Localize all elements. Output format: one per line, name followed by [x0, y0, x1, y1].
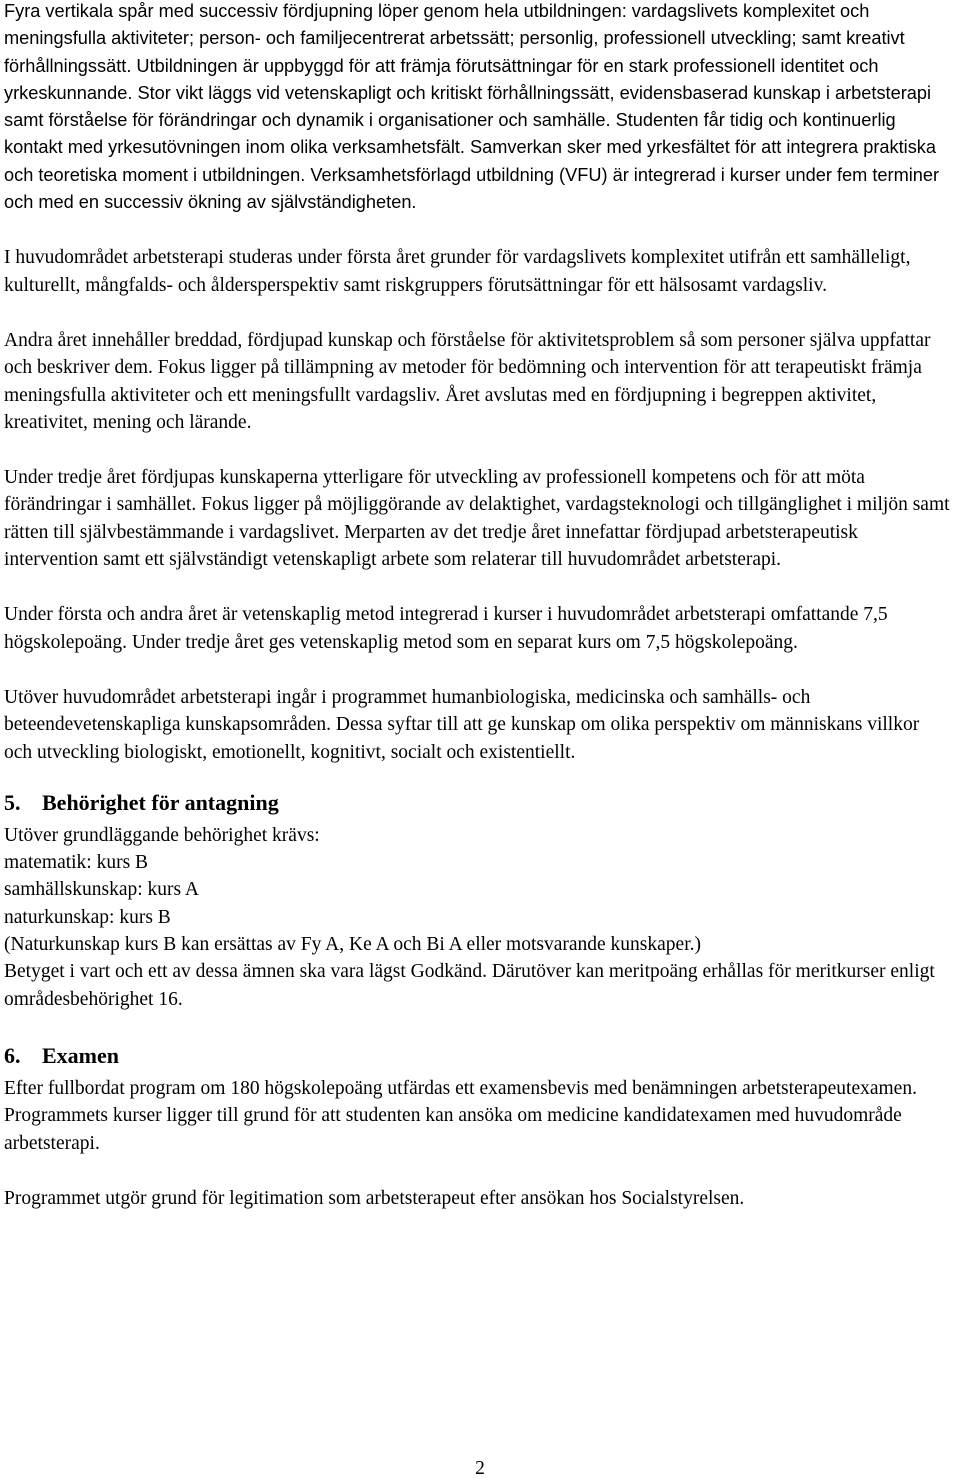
section-heading-degree	[4, 1041, 950, 1071]
other-subjects-paragraph: Utöver huvudområdet arbetsterapi ingår i programmet humanbiologiska, medicinska och samhälls- och beteendevetenskapliga kunskapsområden. Dessa syftar till att ge kunskap om olika perspektiv om människans villkor och utveckling biologiskt, emotionellt, kognitivt, socialt och existentiellt.	[4, 686, 920, 763]
section-title: Behörighet för antagning	[42, 789, 279, 815]
section-number: 6.	[4, 1042, 21, 1068]
requirement-line: matematik: kurs B	[4, 852, 149, 874]
scientific-method-paragraph: Under första och andra året är vetenskaplig metod integrerad i kurser i huvudområdet arbetsterapi omfattande 7,5 högskolepoäng. Under tredje året ges vetenskaplig metod som en separat kurs om 7,5 högskolepoäng.	[4, 604, 888, 653]
requirement-line: Utöver grundläggande behörighet krävs:	[4, 824, 320, 846]
legitimation-paragraph: Programmet utgör grund för legitimation som arbetsterapeut efter ansökan hos Socialstyrelsen.	[4, 1187, 745, 1209]
document-page	[4, 0, 950, 1240]
page-number: 2	[475, 1458, 485, 1479]
section-number: 5.	[4, 789, 21, 815]
requirement-line: (Naturkunskap kurs B kan ersättas av Fy A, Ke A och Bi A eller motsvarande kunskaper.)	[4, 934, 701, 956]
requirement-line: Betyget i vart och ett av dessa ämnen ska vara lägst Godkänd. Därutöver kan meritpoäng erhållas för meritkurser enligt områdesbehörighet 16.	[4, 961, 935, 1010]
section-heading-admission	[4, 788, 950, 818]
admission-requirements	[4, 822, 950, 1013]
third-year-paragraph: Under tredje året fördjupas kunskaperna ytterligare för utveckling av professionell kompetens och för att möta förändringar i samhället. Fokus ligger på möjliggörande av delaktighet, vardagsteknologi och tillgänglighet i miljön samt rätten till självbestämmande i vardagslivet. Merparten av det tredje året innefattar fördjupad arbetsterapeutisk intervention samt ett självständigt vetenskapligt arbete som relaterar till huvudområdet arbetsterapi.	[4, 467, 950, 571]
second-year-paragraph: Andra året innehåller breddad, fördjupad kunskap och förståelse för aktivitetsproblem så som personer själva uppfattar och beskriver dem. Fokus ligger på tillämpning av metoder för bedömning och intervention för att terapeutiskt främja meningsfulla aktiviteter och ett meningsfullt vardagsliv. Året avslutas med en fördjupning i begreppen aktivitet, kreativitet, mening och lärande.	[4, 329, 931, 433]
section-title: Examen	[42, 1042, 119, 1068]
requirement-line: naturkunskap: kurs B	[4, 906, 171, 928]
first-year-paragraph: I huvudområdet arbetsterapi studeras under första året grunder för vardagslivets komplexitet utifrån ett samhälleligt, kulturellt, mångfalds- och åldersperspektiv samt riskgruppers förutsättningar för ett hälsosamt vardagsliv.	[4, 247, 911, 296]
intro-paragraph: Fyra vertikala spår med successiv fördjupning löper genom hela utbildningen: vardagslivets komplexitet och meningsfulla aktiviteter; person- och familjecentrerat arbetssätt; personlig, professionell utveckling; samt kreativt förhållningssätt. Utbildningen är uppbyggd för att främja förutsättningar för en stark professionell identitet och yrkeskunnande. Stor vikt läggs vid vetenskapligt och kritiskt förhållningssätt, evidensbaserad kunskap i arbetsterapi samt förståelse för förändringar och dynamik i organisationer och samhälle. Studenten får tidig och kontinuerlig kontakt med yrkesutövningen inom olika verksamhetsfält. Samverkan sker med yrkesfältet för att integrera praktiska och teoretiska moment i utbildningen. Verksamhetsförlagd utbildning (VFU) är integrerad i kurser under fem terminer och med en successiv ökning av självständigheten.	[4, 1, 940, 213]
degree-paragraph: Efter fullbordat program om 180 högskolepoäng utfärdas ett examensbevis med benämningen arbetsterapeutexamen. Programmets kurser ligger till grund för att studenten kan ansöka om medicine kandidatexamen med huvudområde arbetsterapi.	[4, 1077, 917, 1154]
requirement-line: samhällskunskap: kurs A	[4, 879, 199, 901]
